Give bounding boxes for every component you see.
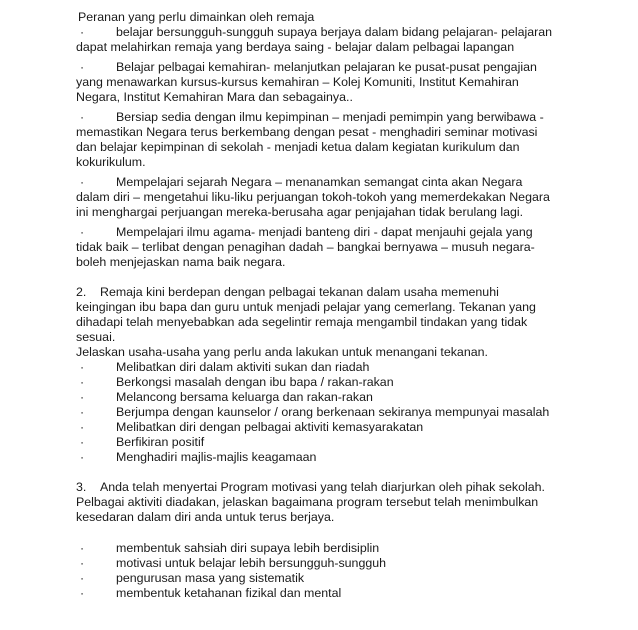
list-item — [76, 110, 556, 170]
answer-list-q3 — [76, 541, 556, 601]
answer-text: pengurusan masa yang sistematik — [116, 571, 305, 585]
answer-text: Menghadiri majlis-majlis keagamaan — [116, 450, 317, 464]
list-item — [76, 571, 556, 586]
list-item — [76, 175, 556, 220]
question-3 — [76, 480, 556, 525]
list-item — [76, 435, 556, 450]
bullet-icon: · — [80, 110, 85, 124]
answer-text: Berkongsi masalah dengan ibu bapa / rakan-rakan — [116, 375, 394, 389]
list-item — [76, 556, 556, 571]
question-text: Anda telah menyertai Program motivasi yang telah diarjurkan oleh pihak sekolah. Pelbagai aktiviti diadakan, jelaskan bagaimana program tersebut telah menimbulkan kesedaran dalam diri anda untuk terus berjaya. — [76, 480, 545, 524]
bullet-icon: · — [80, 450, 85, 464]
document-body — [76, 10, 556, 601]
bullet-icon: · — [80, 375, 85, 389]
question-instruction: Jelaskan usaha-usaha yang perlu anda lakukan untuk menangani tekanan. — [76, 345, 488, 359]
bullet-icon: · — [80, 225, 85, 239]
list-item — [76, 225, 556, 270]
bullet-icon: · — [80, 360, 85, 374]
bullet-icon: · — [80, 435, 85, 449]
bullet-text: belajar bersungguh-sungguh supaya berjaya dalam bidang pelajaran- pelajaran dapat melahirkan remaja yang berdaya saing - belajar dalam pelbagai lapangan — [76, 25, 553, 54]
list-item — [76, 450, 556, 465]
bullet-icon: · — [80, 405, 85, 419]
answer-text: motivasi untuk belajar lebih bersungguh-sungguh — [116, 556, 387, 570]
bullet-icon: · — [80, 390, 85, 404]
list-item — [76, 25, 556, 55]
answer-text: Melibatkan diri dengan pelbagai aktiviti kemasyarakatan — [116, 420, 424, 434]
answer-list-q2 — [76, 360, 556, 465]
answer-text: Melibatkan diri dalam aktiviti sukan dan riadah — [116, 360, 370, 374]
intro-heading: Peranan yang perlu dimainkan oleh remaja — [78, 10, 315, 24]
list-item — [76, 360, 556, 375]
bullet-icon: · — [80, 586, 85, 600]
question-text: Remaja kini berdepan dengan pelbagai tekanan dalam usaha memenuhi keingingan ibu bapa dan guru untuk menjadi pelajar yang cemerlang. Tekanan yang dihadapi telah menyebabkan ada segelintir remaja mengambil tindakan yang tidak sesuai. — [76, 285, 536, 344]
bullet-text: Belajar pelbagai kemahiran- melanjutkan pelajaran ke pusat-pusat pengajian yang menawarkan kursus-kursus kemahiran – Kolej Komuniti, Institut Kemahiran Negara, Institut Kemahiran Mara dan sebagainya.. — [76, 60, 537, 104]
question-number: 3. — [76, 480, 87, 494]
bullet-icon: · — [80, 25, 85, 39]
answer-text: membentuk sahsiah diri supaya lebih berdisiplin — [116, 541, 380, 555]
list-item — [76, 375, 556, 390]
list-item — [76, 541, 556, 556]
bullet-icon: · — [80, 420, 85, 434]
bullet-icon: · — [80, 175, 85, 189]
question-number: 2. — [76, 285, 87, 299]
bullet-text: Mempelajari ilmu agama- menjadi banteng diri - dapat menjauhi gejala yang tidak baik – terlibat dengan penagihan dadah – bangkai bernyawa – musuh negara- boleh menjejaskan nama baik negara. — [76, 225, 535, 269]
list-item — [76, 60, 556, 105]
bullet-icon: · — [80, 60, 85, 74]
answer-text: Berjumpa dengan kaunselor / orang berkenaan sekiranya mempunyai masalah — [116, 405, 550, 419]
bullet-icon: · — [80, 571, 85, 585]
list-item — [76, 586, 556, 601]
question-2 — [76, 285, 556, 345]
bullet-icon: · — [80, 556, 85, 570]
bullet-text: Mempelajari sejarah Negara – menanamkan semangat cinta akan Negara dalam diri – mengetahui liku-liku perjuangan tokoh-tokoh yang memerdekakan Negara ini menghargai perjuangan mereka-berusaha agar penjajahan tidak berulang lagi. — [76, 175, 550, 219]
answer-text: Melancong bersama keluarga dan rakan-rakan — [116, 390, 373, 404]
bullet-text: Bersiap sedia dengan ilmu kepimpinan – menjadi pemimpin yang berwibawa - memastikan Negara terus berkembang dengan pesat - menghadiri seminar motivasi dan belajar kepimpinan di sekolah - menjadi ketua dalam kegiatan kurikulum dan kokurikulum. — [76, 110, 544, 169]
bullet-icon: · — [80, 541, 85, 555]
answer-text: Berfikiran positif — [116, 435, 205, 449]
list-item — [76, 405, 556, 420]
answer-text: membentuk ketahanan fizikal dan mental — [116, 586, 342, 600]
list-item — [76, 420, 556, 435]
list-item — [76, 390, 556, 405]
